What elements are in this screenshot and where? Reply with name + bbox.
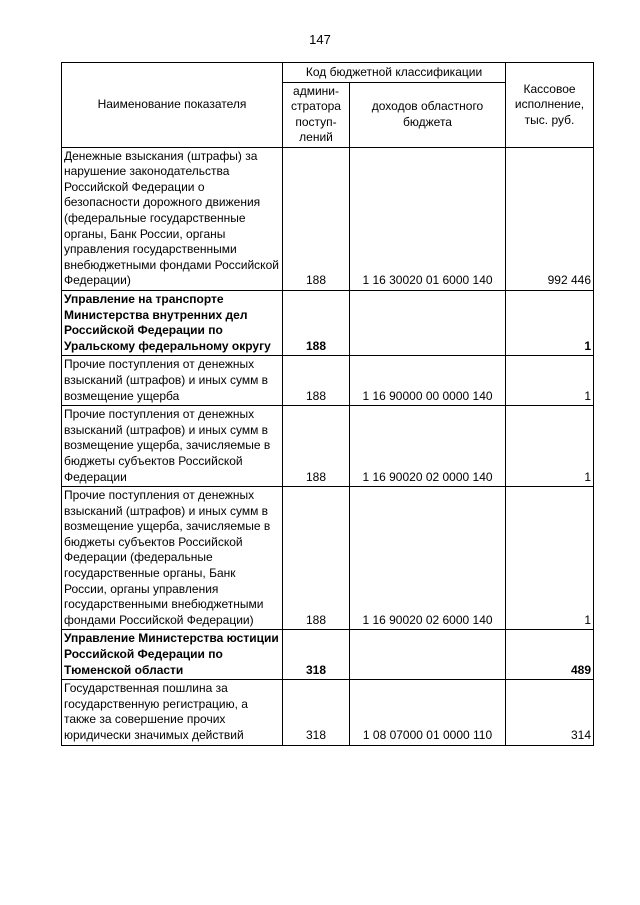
row-name: Прочие поступления от денежных взысканий (штрафов) и иных сумм в возмещение ущерба [62,356,283,406]
header-name: Наименование показателя [62,63,283,148]
row-sum: 489 [506,630,594,680]
row-income-code [350,290,506,355]
row-income-code: 1 16 90000 00 0000 140 [350,356,506,406]
table-row [62,147,594,290]
row-name: Прочие поступления от денежных взысканий (штрафов) и иных сумм в возмещение ущерба, зачисляемые в бюджеты субъектов Российской Федерации [62,406,283,487]
row-admin-code: 188 [283,487,350,630]
header-kbk-group: Код бюджетной классификации [283,63,506,83]
table-row [62,487,594,630]
row-admin-code: 318 [283,630,350,680]
row-admin-code: 188 [283,290,350,355]
row-income-code: 1 08 07000 01 0000 110 [350,680,506,745]
table-row [62,290,594,355]
table-row [62,630,594,680]
header-admin: админи-стратора поступ-лений [283,83,350,148]
row-name: Денежные взыскания (штрафы) за нарушение законодательства Российской Федерации о безопасности дорожного движения (федеральные государственные органы, Банк России, органы управления государственными внебюджетными фондами Российской Федерации) [62,147,283,290]
row-sum: 1 [506,290,594,355]
row-name: Прочие поступления от денежных взысканий (штрафов) и иных сумм в возмещение ущерба, зачисляемые в бюджеты субъектов Российской Федерации (федеральные государственные органы, Банк России, органы управления государственными внебюджетными фондами Российской Федерации) [62,487,283,630]
row-sum: 1 [506,356,594,406]
row-income-code [350,630,506,680]
row-income-code: 1 16 30020 01 6000 140 [350,147,506,290]
row-sum: 314 [506,680,594,745]
row-sum: 992 446 [506,147,594,290]
row-admin-code: 188 [283,406,350,487]
header-income: доходов областного бюджета [350,83,506,148]
row-admin-code: 318 [283,680,350,745]
row-name: Государственная пошлина за государственную регистрацию, а также за совершение прочих юридически значимых действий [62,680,283,745]
header-sum: Кассовое исполнение, тыс. руб. [506,63,594,148]
page-number: 147 [309,32,331,47]
row-admin-code: 188 [283,356,350,406]
table-row [62,406,594,487]
row-income-code: 1 16 90020 02 6000 140 [350,487,506,630]
table-header [62,63,594,148]
row-name: Управление на транспорте Министерства внутренних дел Российской Федерации по Уральскому федеральному округу [62,290,283,355]
table-row [62,356,594,406]
table-row [62,680,594,745]
row-income-code: 1 16 90020 02 0000 140 [350,406,506,487]
row-admin-code: 188 [283,147,350,290]
row-sum: 1 [506,406,594,487]
row-name: Управление Министерства юстиции Российской Федерации по Тюменской области [62,630,283,680]
row-sum: 1 [506,487,594,630]
budget-table [61,62,594,746]
